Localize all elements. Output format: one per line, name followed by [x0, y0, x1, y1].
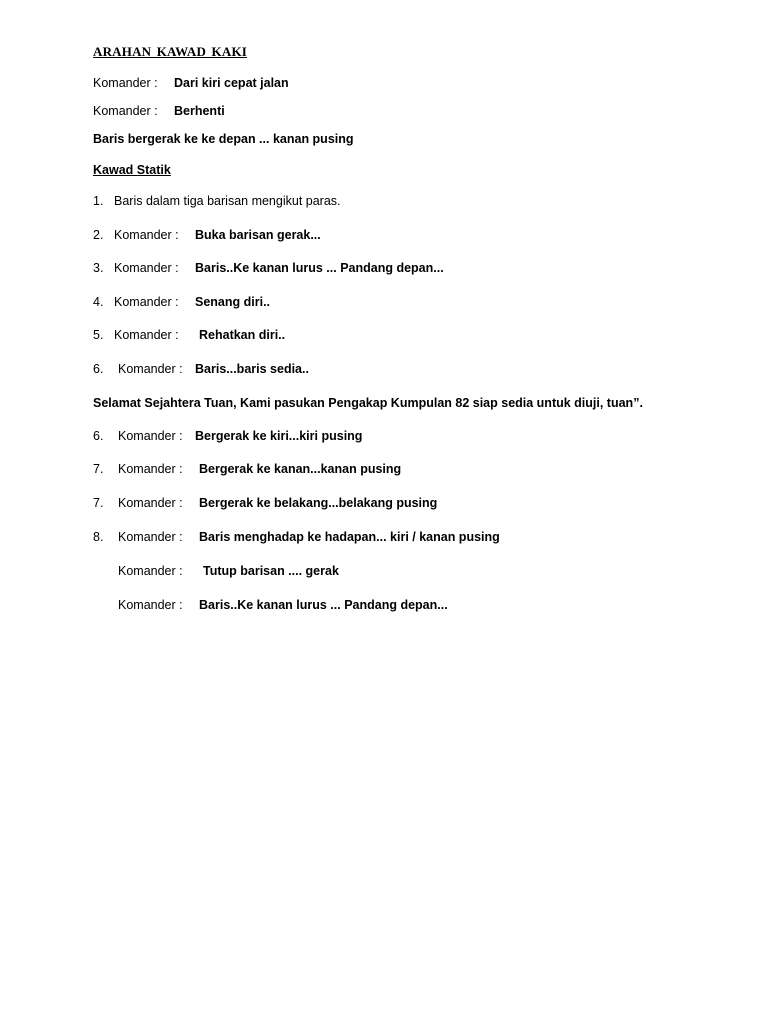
- list-item: [93, 294, 693, 310]
- command-text: Senang diri..: [195, 295, 271, 309]
- command-text: Baris...baris sedia..: [195, 362, 309, 376]
- item-number: 7.: [93, 462, 104, 476]
- commander-label: Komander :: [118, 362, 183, 376]
- greeting-line: Selamat Sejahtera Tuan, Kami pasukan Pengakap Kumpulan 82 siap sedia untuk diuji, tuan”.: [93, 396, 643, 410]
- closing-line: [93, 597, 693, 613]
- list-item: [93, 495, 693, 511]
- command-text: Bergerak ke belakang...belakang pusing: [199, 496, 438, 510]
- item-number: 3.: [93, 261, 104, 275]
- list-item: [93, 260, 693, 276]
- item-number: 5.: [93, 328, 104, 342]
- closing-line: [93, 563, 693, 579]
- item-number: 4.: [93, 295, 104, 309]
- list-item: [93, 529, 693, 545]
- section-heading: Kawad Statik: [93, 163, 171, 177]
- list-item: [93, 461, 693, 477]
- commander-label: Komander :: [118, 598, 183, 612]
- intro-line-1: [93, 75, 693, 91]
- commander-label: Komander :: [118, 429, 183, 443]
- commander-label: Komander :: [114, 328, 179, 342]
- commander-label: Komander :: [93, 76, 158, 90]
- command-text: Buka barisan gerak...: [195, 228, 321, 242]
- command-text: Baris..Ke kanan lurus ... Pandang depan...: [195, 261, 444, 275]
- commander-label: Komander :: [93, 104, 158, 118]
- list-item: [93, 327, 693, 343]
- commander-label: Komander :: [118, 462, 183, 476]
- commander-label: Komander :: [114, 228, 179, 242]
- command-text: Tutup barisan .... gerak: [203, 564, 339, 578]
- intro-line-2: [93, 103, 693, 119]
- command-text: Rehatkan diri..: [199, 328, 286, 342]
- list-item-1: [93, 193, 693, 209]
- item-number: 1.: [93, 194, 104, 208]
- document-title: ARAHAN KAWAD KAKI: [93, 44, 248, 59]
- command-text: Berhenti: [174, 104, 225, 118]
- item-number: 6.: [93, 429, 104, 443]
- commander-label: Komander :: [118, 564, 183, 578]
- command-text: Baris menghadap ke hadapan... kiri / kanan pusing: [199, 530, 500, 544]
- commander-label: Komander :: [118, 496, 183, 510]
- item-number: 2.: [93, 228, 104, 242]
- command-text: Bergerak ke kanan...kanan pusing: [199, 462, 402, 476]
- command-text: Baris..Ke kanan lurus ... Pandang depan...: [199, 598, 448, 612]
- item-text: Baris dalam tiga barisan mengikut paras.: [114, 194, 341, 208]
- command-text: Dari kiri cepat jalan: [174, 76, 289, 90]
- list-item: [93, 361, 693, 377]
- list-item: [93, 428, 693, 444]
- commander-label: Komander :: [114, 295, 179, 309]
- list-item: [93, 227, 693, 243]
- item-number: 7.: [93, 496, 104, 510]
- commander-label: Komander :: [114, 261, 179, 275]
- item-number: 8.: [93, 530, 104, 544]
- item-number: 6.: [93, 362, 104, 376]
- command-text: Bergerak ke kiri...kiri pusing: [195, 429, 363, 443]
- movement-line: Baris bergerak ke ke depan ... kanan pusing: [93, 132, 354, 146]
- commander-label: Komander :: [118, 530, 183, 544]
